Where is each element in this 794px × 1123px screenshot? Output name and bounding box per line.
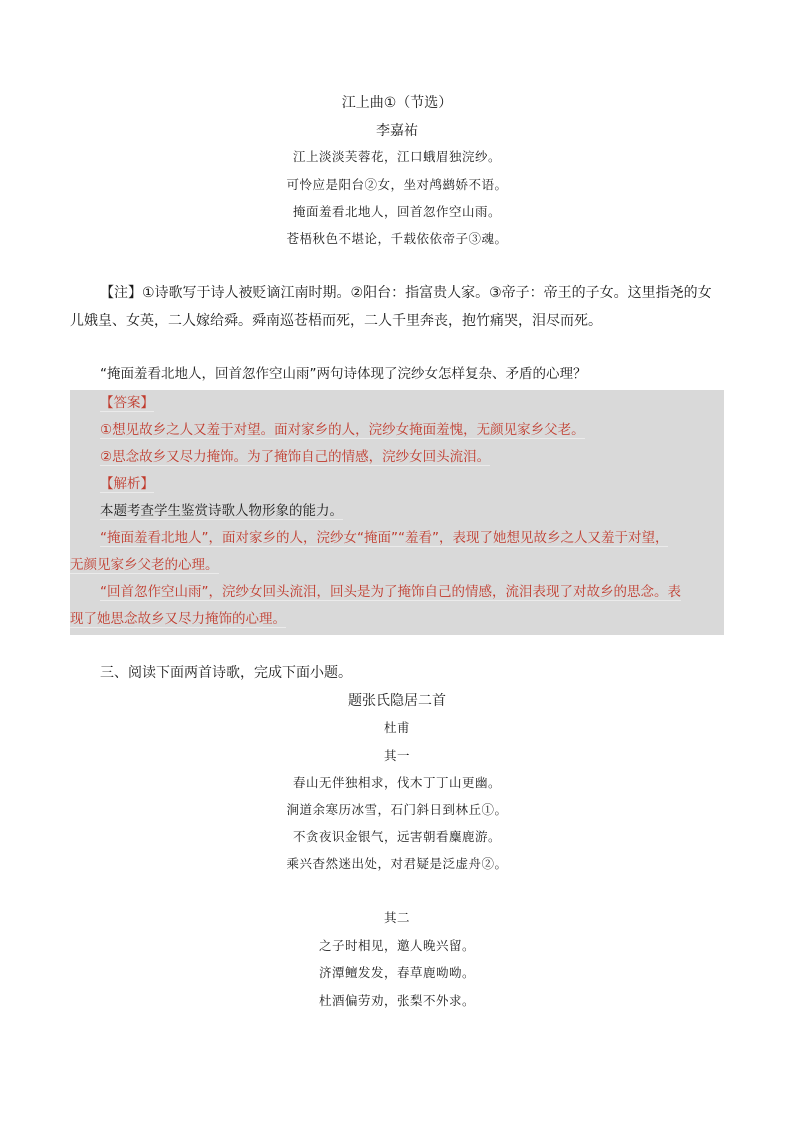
- poem-line: 杜酒偏劳劝，张梨不外求。: [318, 993, 475, 1008]
- poem-line: 可怜应是阳台②女，坐对鸬鹚娇不语。: [286, 177, 508, 192]
- poem-title: 江上曲①（节选）: [341, 95, 453, 111]
- poem-line: 乘兴杳然迷出处，对君疑是泛虚舟②。: [286, 856, 508, 871]
- poem-line: 不贪夜识金银气，远害朝看麋鹿游。: [292, 829, 501, 844]
- poem-part-heading: 其二: [383, 910, 410, 925]
- poem-line: 之子时相见，邀人晚兴留。: [318, 938, 475, 953]
- poem-line: 掩面羞看北地人，回首忽作空山雨。: [292, 204, 501, 219]
- analysis-text: 本题考查学生鉴赏诗歌人物形象的能力。: [100, 499, 343, 520]
- poem-title: 题张氏隐居二首: [348, 693, 446, 709]
- answer-heading: 【答案】: [100, 391, 154, 412]
- poem-line: 春山无伴独相求，伐木丁丁山更幽。: [292, 775, 501, 790]
- poem-line: 江上淡淡芙蓉花，江口蛾眉独浣纱。: [292, 149, 501, 164]
- poem-author: 杜甫: [383, 720, 410, 735]
- poem-line: 苍梧秋色不堪论，千载依依帝子③魂。: [286, 231, 508, 246]
- analysis-heading: 【解析】: [100, 472, 154, 493]
- poem-part-heading: 其一: [383, 748, 410, 763]
- analysis-text: “掩面羞看北地人”，面对家乡的人，浣纱女“掩面”“羞看”，表现了她想见故乡之人又羞于对望，: [100, 526, 668, 547]
- poem-author: 李嘉祐: [376, 123, 418, 139]
- answer-point: ②思念故乡又尽力掩饰。为了掩饰自己的情感，浣纱女回头流泪。: [100, 445, 490, 466]
- analysis-text: 现了她思念故乡又尽力掩饰的心理。: [70, 607, 286, 628]
- poem-note-line: 【注】①诗歌写于诗人被贬谪江南时期。②阳台：指富贵人家。③帝子：帝王的子女。这里指尧的女: [100, 285, 712, 301]
- analysis-text: 无颜见家乡父老的心理。: [70, 553, 219, 574]
- section-instruction: 三、阅读下面两首诗歌，完成下面小题。: [100, 665, 352, 681]
- question-text: “掩面羞看北地人，回首忽作空山雨”两句诗体现了浣纱女怎样复杂、矛盾的心理？: [100, 366, 587, 382]
- poem-note-line: 儿娥皇、女英，二人嫁给舜。舜南巡苍梧而死，二人千里奔丧，抱竹痛哭，泪尽而死。: [70, 313, 602, 329]
- analysis-text: “回首忽作空山雨”，浣纱女回头流泪，回头是为了掩饰自己的情感，流泪表现了对故乡的思念。表: [100, 580, 681, 601]
- poem-line: 涧道余寒历冰雪，石门斜日到林丘①。: [286, 802, 508, 817]
- poem-line: 济潭鳣发发，春草鹿呦呦。: [318, 965, 475, 980]
- answer-point: ①想见故乡之人又羞于对望。面对家乡的人，浣纱女掩面羞愧，无颜见家乡父老。: [100, 418, 585, 439]
